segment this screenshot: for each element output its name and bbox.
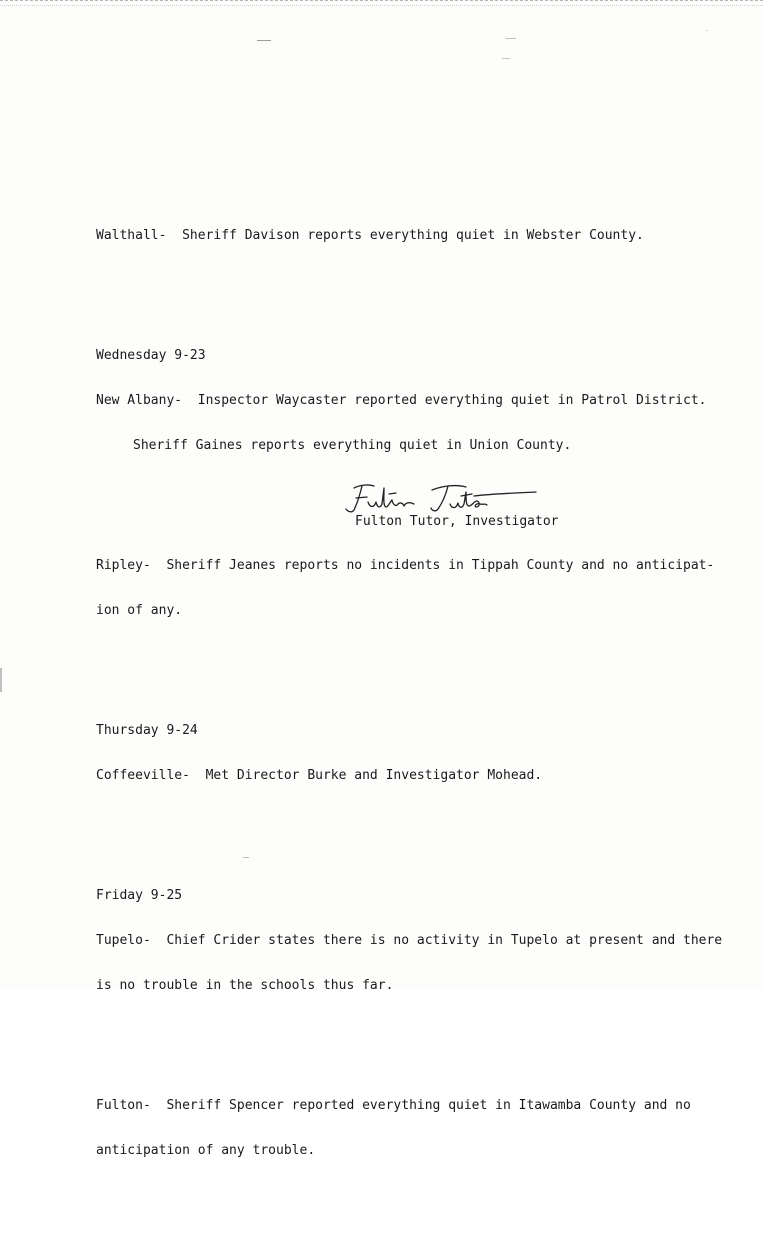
scan-speck	[706, 30, 708, 31]
entry-fulton	[96, 1068, 706, 1188]
scan-speck	[506, 38, 516, 39]
date-heading: Friday 9-25	[96, 888, 183, 903]
signature-block	[340, 474, 570, 534]
signature-caption: Fulton Tutor, Investigator	[355, 514, 559, 529]
entry-ripley	[96, 528, 715, 648]
text-line: is no trouble in the schools thus far.	[96, 978, 394, 993]
text-line: Coffeeville- Met Director Burke and Investigator Mohead.	[96, 768, 543, 783]
text-line: ion of any.	[96, 603, 183, 618]
report-body	[96, 168, 723, 1233]
entry-wednesday	[96, 318, 706, 483]
scan-speck	[0, 668, 2, 692]
text-line: New Albany- Inspector Waycaster reported everything quiet in Patrol District.	[96, 393, 707, 408]
date-heading: Thursday 9-24	[96, 723, 198, 738]
text-line: Tupelo- Chief Crider states there is no activity in Tupelo at present and there	[96, 933, 723, 948]
date-heading: Wednesday 9-23	[96, 348, 206, 363]
entry-walthall	[96, 198, 706, 273]
scan-top-edge	[0, 0, 763, 6]
scan-speck	[502, 58, 510, 59]
scan-speck	[257, 40, 271, 41]
text-line-indented: Sheriff Gaines reports everything quiet in Union County.	[133, 438, 572, 453]
text-line: Ripley- Sheriff Jeanes reports no incidents in Tippah County and no anticipat-	[96, 558, 715, 573]
entry-friday	[96, 858, 723, 1023]
entry-thursday	[96, 693, 706, 813]
text-line: Walthall- Sheriff Davison reports everything quiet in Webster County.	[96, 228, 644, 243]
handwritten-signature	[340, 474, 540, 518]
text-line: Fulton- Sheriff Spencer reported everything quiet in Itawamba County and no	[96, 1098, 691, 1113]
text-line: anticipation of any trouble.	[96, 1143, 316, 1158]
